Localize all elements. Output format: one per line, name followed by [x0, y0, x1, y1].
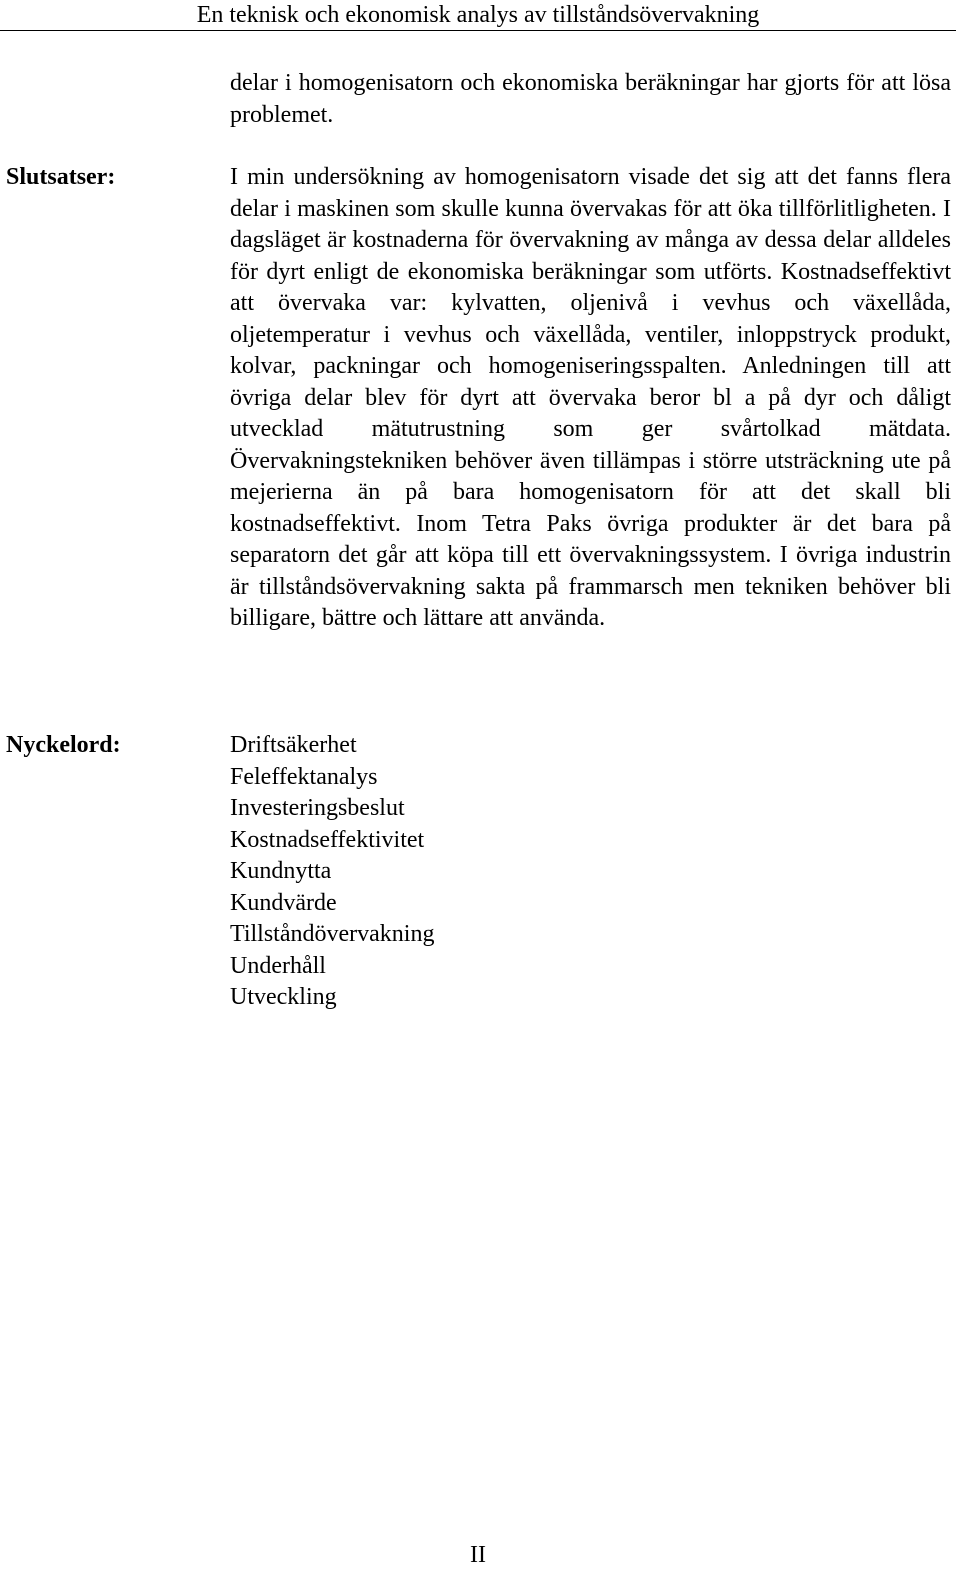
running-header [0, 0, 956, 31]
intro-paragraph-block [230, 68, 951, 131]
conclusions-label: Slutsatser: [6, 164, 116, 190]
keywords-list [230, 730, 434, 1014]
keyword-item: Investeringsbeslut [230, 795, 405, 821]
keyword-item: Kostnadseffektivitet [230, 826, 425, 853]
keyword-item: Kundnytta [230, 858, 332, 884]
keyword-item: Tillståndövervakning [230, 921, 435, 947]
keyword-item: Kundvärde [230, 889, 337, 916]
page-number: II [470, 1542, 486, 1568]
document-title: En teknisk och ekonomisk analys av tillståndsövervakning [196, 2, 760, 28]
keywords-label: Nyckelord: [6, 732, 121, 758]
conclusions-paragraph-block [230, 162, 951, 635]
keyword-item: Utveckling [230, 984, 337, 1010]
keyword-item: Underhåll [230, 952, 326, 979]
intro-paragraph: delar i homogenisatorn och ekonomiska beräkningar har gjorts för att lösa problemet. [230, 70, 951, 128]
keyword-item: Driftsäkerhet [230, 732, 357, 758]
keyword-item: Feleffektanalys [230, 763, 378, 790]
conclusions-paragraph: I min undersökning av homogenisatorn visade det sig att det fanns flera delar i maskinen som skulle kunna övervakas för att öka tillförlitligheten. I dagsläget är kostnaderna för övervakning av många av dessa delar alldeles för dyrt enligt de ekonomiska beräkningar som utförts. Kostnadseffektivt att övervaka var: kylvatten, oljenivå i vevhus och växellåda, oljetemperatur i vevhus och växellåda, ventiler, inloppstryck produkt, kolvar, packningar och homogeniseringsspalten. Anledningen till att övriga delar blev för dyrt att övervaka beror bl a på dyr och dåligt utvecklad mätutrustning som ger svårtolkad mätdata. Övervakningstekniken behöver även tillämpas i större utsträckning ute på mejerierna än på bara homogenisatorn för att det skall bli kostnadseffektivt. Inom Tetra Paks övriga produkter är det bara på separatorn det går att köpa till ett övervakningssystem. I övriga industrin är tillståndsövervakning sakta på frammarsch men tekniken behöver bli billigare, bättre och lättare att använda. [230, 164, 951, 631]
